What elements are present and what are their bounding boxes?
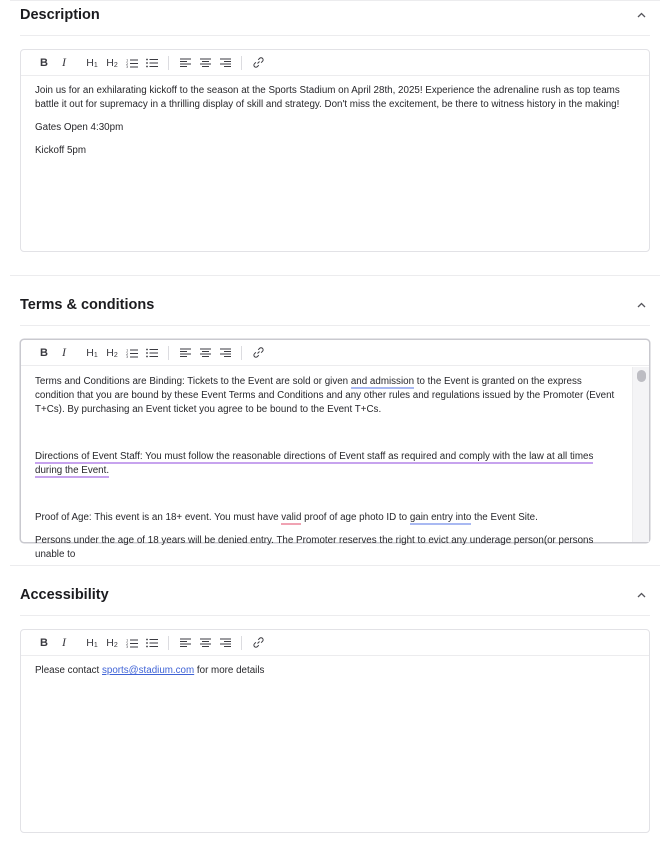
heading2-label: $H_2$ <box>106 636 118 649</box>
svg-text:3: 3 <box>126 644 129 649</box>
ordered-list-icon <box>126 58 138 68</box>
ordered-list-icon <box>126 638 138 648</box>
heading2-label: $H_2$ <box>106 346 118 359</box>
svg-text:2: 2 <box>126 351 129 356</box>
chevron-up-icon[interactable] <box>632 296 650 314</box>
heading1-label: $H_1$ <box>86 56 98 69</box>
terms-paragraph: Proof of Age: This event is an 18+ event. You must have valid proof of age photo ID to gain entry into the Event Site. <box>35 512 538 523</box>
heading1-button[interactable] <box>82 633 102 653</box>
editor-toolbar <box>21 50 649 76</box>
accessibility-divider <box>20 615 650 616</box>
description-content[interactable] <box>21 76 649 158</box>
scrollbar-thumb[interactable] <box>637 370 646 382</box>
svg-text:3: 3 <box>126 64 129 69</box>
description-paragraph: Kickoff 5pm <box>35 145 87 156</box>
bullet-list-icon <box>146 58 158 68</box>
chevron-up-icon[interactable] <box>632 586 650 604</box>
heading1-button[interactable] <box>82 53 102 73</box>
align-center-icon <box>200 638 211 647</box>
heading2-button[interactable] <box>102 633 122 653</box>
bold-button[interactable] <box>34 633 54 653</box>
toolbar-separator <box>241 636 242 650</box>
align-center-icon <box>200 58 211 67</box>
terms-editor[interactable] <box>20 339 650 560</box>
bold-button[interactable] <box>34 53 54 73</box>
svg-text:1: 1 <box>126 348 129 352</box>
heading1-button[interactable] <box>82 343 102 363</box>
align-center-button[interactable] <box>195 633 215 653</box>
align-right-icon <box>220 348 231 357</box>
bullet-list-button[interactable] <box>142 633 162 653</box>
align-left-icon <box>180 638 191 647</box>
link-icon <box>253 637 264 648</box>
align-right-button[interactable] <box>215 343 235 363</box>
description-paragraph: Gates Open 4:30pm <box>35 122 124 133</box>
align-left-button[interactable] <box>175 343 195 363</box>
description-editor[interactable] <box>20 49 650 252</box>
accessibility-title: Accessibility <box>20 587 109 603</box>
style-suggestion[interactable]: Directions of Event Staff: You must follow the reasonable directions of Event staff as required and comply with the law at all times during the Event. <box>35 451 594 476</box>
toolbar-separator <box>168 56 169 70</box>
align-left-button[interactable] <box>175 53 195 73</box>
bold-button[interactable] <box>34 343 54 363</box>
italic-label: I <box>62 635 66 649</box>
toolbar-separator <box>168 346 169 360</box>
editor-toolbar <box>21 630 649 656</box>
italic-button[interactable] <box>54 343 74 363</box>
heading1-label: $H_1$ <box>86 636 98 649</box>
accessibility-content[interactable] <box>21 656 649 678</box>
align-right-icon <box>220 638 231 647</box>
align-right-icon <box>220 58 231 67</box>
ordered-list-button[interactable] <box>122 633 142 653</box>
align-left-button[interactable] <box>175 633 195 653</box>
align-left-icon <box>180 58 191 67</box>
top-divider <box>10 0 660 1</box>
section-divider <box>10 275 660 276</box>
section-divider <box>10 565 660 566</box>
terms-scrollbar[interactable] <box>632 367 649 542</box>
terms-content[interactable] <box>21 367 649 562</box>
ordered-list-button[interactable] <box>122 343 142 363</box>
chevron-up-icon[interactable] <box>632 6 650 24</box>
accessibility-header[interactable] <box>20 584 650 606</box>
ordered-list-icon <box>126 348 138 358</box>
terms-paragraph: Terms and Conditions are Binding: Tickets to the Event are sold or given and admission to the Event is granted on the express condition that you are bound by these Event Terms and Conditions and any other rules and regulations issued by the Promoter (Event T+Cs). By purchasing an Event ticket you agree to be bound to the Event T+Cs. <box>35 376 615 415</box>
align-center-icon <box>200 348 211 357</box>
accessibility-editor[interactable] <box>20 629 650 833</box>
bullet-list-icon <box>146 348 158 358</box>
link-button[interactable] <box>248 53 268 73</box>
terms-divider <box>20 325 650 326</box>
align-right-button[interactable] <box>215 633 235 653</box>
align-center-button[interactable] <box>195 53 215 73</box>
italic-label: I <box>62 345 66 359</box>
bullet-list-icon <box>146 638 158 648</box>
heading1-label: $H_1$ <box>86 346 98 359</box>
grammar-suggestion[interactable]: and admission <box>350 376 415 387</box>
editor-toolbar <box>21 340 649 366</box>
bold-label: B <box>40 56 48 69</box>
bold-label: B <box>40 346 48 359</box>
bullet-list-button[interactable] <box>142 343 162 363</box>
link-button[interactable] <box>248 343 268 363</box>
heading2-button[interactable] <box>102 343 122 363</box>
terms-content-viewport[interactable] <box>21 367 649 560</box>
bold-label: B <box>40 636 48 649</box>
align-left-icon <box>180 348 191 357</box>
toolbar-separator <box>241 56 242 70</box>
terms-title: Terms & conditions <box>20 297 155 313</box>
ordered-list-button[interactable] <box>122 53 142 73</box>
link-button[interactable] <box>248 633 268 653</box>
description-divider <box>20 35 650 36</box>
spelling-suggestion[interactable]: valid <box>281 512 302 523</box>
terms-paragraph: Persons under the age of 18 years will be denied entry. The Promoter reserves the right to evict any underage person(or persons unable to <box>35 535 594 560</box>
italic-button[interactable] <box>54 53 74 73</box>
toolbar-separator <box>168 636 169 650</box>
italic-button[interactable] <box>54 633 74 653</box>
svg-text:1: 1 <box>126 58 129 62</box>
svg-text:2: 2 <box>126 61 129 66</box>
svg-text:2: 2 <box>126 641 129 646</box>
toolbar-separator <box>241 346 242 360</box>
description-header[interactable] <box>20 4 650 26</box>
email-link[interactable]: sports@stadium.com <box>102 665 195 676</box>
accessibility-paragraph: Please contact sports@stadium.com for more details <box>35 665 265 676</box>
italic-label: I <box>62 55 66 69</box>
terms-paragraph <box>35 450 621 478</box>
terms-header[interactable] <box>20 294 650 316</box>
grammar-suggestion[interactable]: gain entry into <box>409 512 472 523</box>
bullet-list-button[interactable] <box>142 53 162 73</box>
description-paragraph: Join us for an exhilarating kickoff to the season at the Sports Stadium on April 28th, 2025! Experience the adrenaline rush as top teams battle it out for supremacy in a thrilling display of skill and strategy. Don't miss the excitement, be there to witness history in the making! <box>35 85 620 110</box>
align-center-button[interactable] <box>195 343 215 363</box>
link-icon <box>253 57 264 68</box>
align-right-button[interactable] <box>215 53 235 73</box>
heading2-label: $H_2$ <box>106 56 118 69</box>
link-icon <box>253 347 264 358</box>
heading2-button[interactable] <box>102 53 122 73</box>
svg-text:3: 3 <box>126 354 129 359</box>
description-title: Description <box>20 7 100 23</box>
svg-text:1: 1 <box>126 638 129 642</box>
